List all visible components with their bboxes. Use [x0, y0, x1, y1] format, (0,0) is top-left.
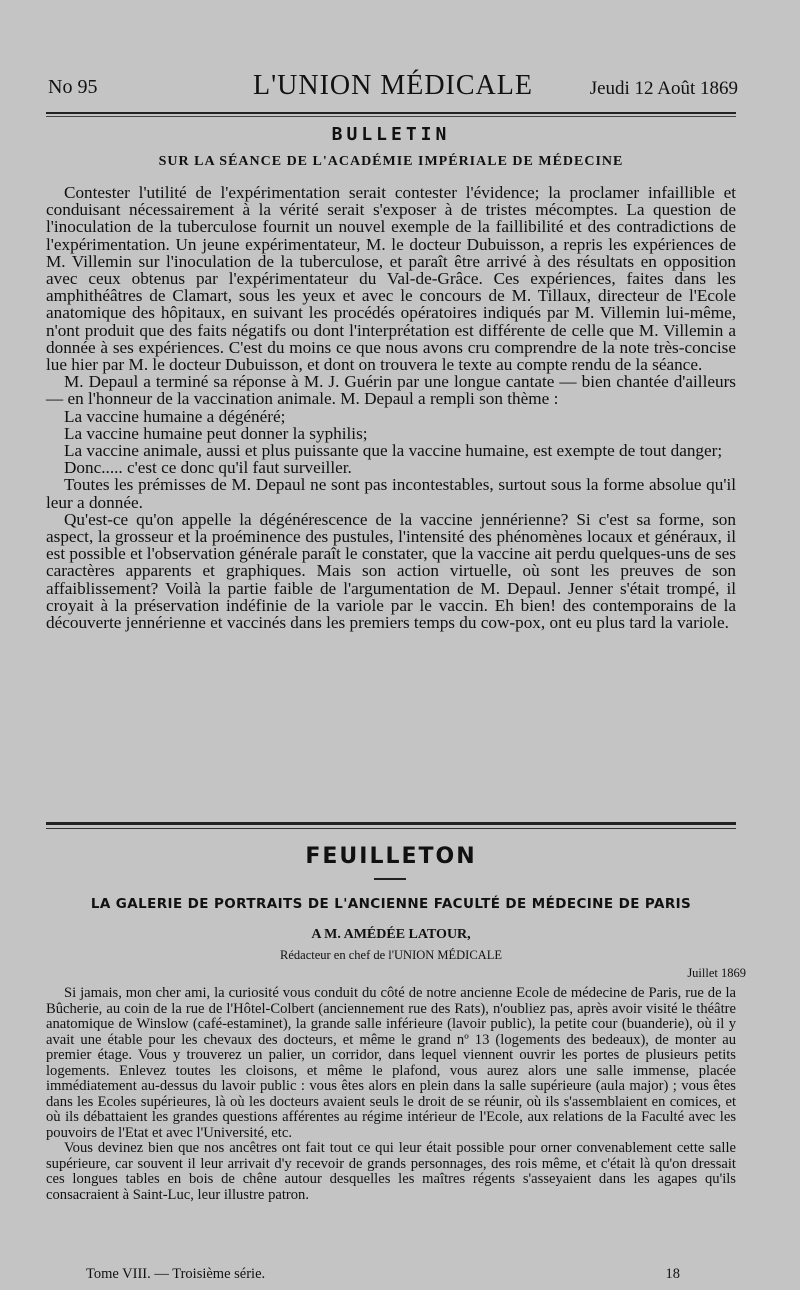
dedication-role: Rédacteur en chef de l'UNION MÉDICALE	[280, 948, 502, 962]
feuilleton-paragraph: Vous devinez bien que nos ancêtres ont fait tout ce qui leur était possible pour orner convenablement cette salle supérieure, car souvent il leur arrivait d'y recevoir de grands personnages, des rois même, et c'était là qu'on dressait ces longues tables en bois de chêne autour desquelles les maîtres régents s'asseyaient dans les agapes qu'ils consacraient à Saint-Luc, leur illustre patron.	[46, 1140, 736, 1203]
bulletin-paragraph: La vaccine animale, aussi et plus puissante que la vaccine humaine, est exempte de tout danger;	[64, 441, 723, 461]
bulletin-paragraph: Toutes les prémisses de M. Depaul ne sont pas incontestables, surtout sous la forme absolue qu'il leur a donnée.	[46, 475, 736, 512]
masthead-rule-thin	[46, 116, 736, 117]
bulletin-body	[46, 184, 736, 631]
feuilleton-heading: LA GALERIE DE PORTRAITS DE L'ANCIENNE FACULTÉ DE MÉDECINE DE PARIS	[90, 896, 692, 912]
bulletin-paragraph: La vaccine humaine a dégénéré;	[64, 406, 286, 426]
feuilleton-title: FEUILLETON	[305, 844, 477, 869]
bulletin-paragraph: Donc..... c'est ce donc qu'il faut surveiller.	[64, 458, 352, 478]
issue-number: No 95	[48, 76, 98, 98]
feuilleton-rule	[374, 878, 406, 880]
dateline: Juillet 1869	[687, 966, 746, 980]
bulletin-paragraph: La vaccine humaine peut donner la syphilis;	[64, 423, 368, 443]
feuilleton-body	[46, 986, 736, 1203]
bulletin-subtitle: SUR LA SÉANCE DE L'ACADÉMIE IMPÉRIALE DE MÉDECINE	[158, 154, 624, 169]
journal-title: L'UNION MÉDICALE	[252, 70, 533, 101]
page-number: 18	[665, 1266, 680, 1282]
bulletin-title: BULLETIN	[331, 124, 451, 145]
masthead-rule	[46, 112, 736, 114]
feuilleton-paragraph: Si jamais, mon cher ami, la curiosité vous conduit du côté de notre ancienne Ecole de médecine de Paris, rue de la Bûcherie, au coin de la rue de l'Hôtel-Colbert (anciennement rue des Rats), n'oubliez pas, après avoir visité le théâtre anatomique de Winslow (café-estaminet), la grande salle inférieure (lavoir public), la petite cour (buanderie), où il y avait une étable pour les chevaux des docteurs, et même le grand nº 13 (logements des bedeaux), de monter au premier étage. Vous y trouverez un palier, un corridor, dans lequel viennent ouvrir les portes de plusieurs petits logements. Enlevez toutes les cloisons, et même le plafond, vous aurez alors une salle immense, placée immédiatement au-dessus du lavoir public : vous êtes alors en plein dans la salle supérieure (aula major) ; vous êtes dans les Ecoles supérieures, là où les docteurs avaient seuls le droit de se réunir, où ils s'assemblaient en comices, et où ils débattaient les grandes questions afférentes au régime intérieur de l'Ecole, aux relations de la Faculté avec les pouvoirs de l'Etat et avec l'Université, etc.	[46, 985, 736, 1141]
masthead	[48, 70, 738, 104]
volume-label: Tome VIII. — Troisième série.	[86, 1266, 266, 1282]
section-divider	[46, 822, 736, 825]
bulletin-paragraph: M. Depaul a terminé sa réponse à M. J. Guérin par une longue cantate — bien chantée d'ailleurs — en l'honneur de la vaccination animale. M. Depaul a rempli son thème :	[46, 372, 736, 409]
issue-date: Jeudi 12 Août 1869	[589, 78, 738, 99]
bulletin-paragraph: Contester l'utilité de l'expérimentation serait contester l'évidence; la proclamer infaillible et conduisant nécessairement à la vérité serait s'exposer à de tristes mécomptes. La question de l'inoculation de la tuberculose fournit un nouvel exemple de la faillibilité et des contradictions de l'expérimentation. Un jeune expérimentateur, M. le docteur Dubuisson, a repris les expériences de M. Villemin sur l'inoculation de la tuberculose, et paraît être arrivé à des résultats en opposition avec ceux obtenus par l'expérimentateur du Val-de-Grâce. Ces expériences, faites dans les amphithéâtres de Clamart, sous les yeux et avec le concours de M. Tillaux, directeur de l'Ecole anatomique des hôpitaux, en suivant les procédés opératoires indiqués par M. Villemin lui-même, n'ont produit que des faits négatifs ou dont l'interprétation est différente de celle que M. Villemin a donnée à ses expériences. C'est du moins ce que nous avons cru comprendre de la note très-concise lue hier par M. le docteur Dubuisson, et dont on trouvera le texte au compte rendu de la séance.	[46, 183, 736, 375]
dedication: A M. AMÉDÉE LATOUR,	[311, 927, 471, 942]
section-divider-thin	[46, 828, 736, 829]
bulletin-paragraph: Qu'est-ce qu'on appelle la dégénérescence de la vaccine jennérienne? Si c'est sa forme, son aspect, la grosseur et la proéminence des pustules, l'intensité des phénomènes locaux et généraux, il est possible et l'observation générale paraît le constater, que la vaccine ait perdu quelques-uns de ses caractères apparents et graphiques. Mais son action virtuelle, où sont les preuves de son affaiblissement? Voilà la partie faible de l'argumentation de M. Depaul. Jenner s'était trompé, il croyait à la préservation indéfinie de la variole par le vaccin. Eh bien! des contemporains de la découverte jennérienne et vaccinés dans les premiers temps du cow-pox, ont eu plus tard la variole.	[46, 509, 736, 633]
